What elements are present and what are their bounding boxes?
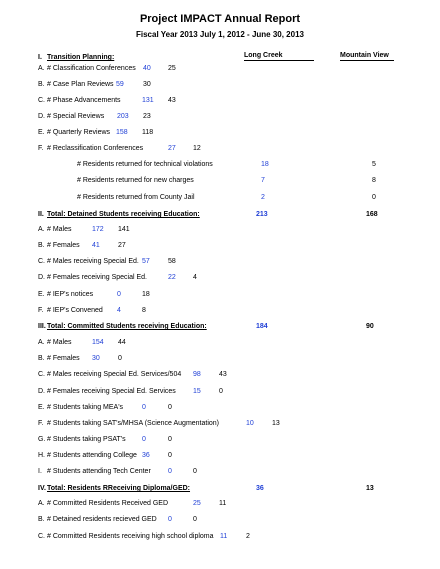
row-label: # Females receiving Special Ed. — [47, 274, 147, 281]
row-prefix: E. — [38, 291, 45, 298]
row-prefix: B. — [38, 516, 45, 523]
total-mountain-view: 8 — [372, 177, 376, 184]
row-label: # Males — [47, 339, 72, 346]
value-mountain-view: 2 — [246, 533, 250, 540]
value-mountain-view: 141 — [118, 226, 130, 233]
value-long-creek: 0 — [142, 436, 146, 443]
row-prefix: B. — [38, 242, 45, 249]
value-mountain-view: 0 — [193, 468, 197, 475]
value-mountain-view: 13 — [272, 420, 280, 427]
row-prefix: A. — [38, 65, 45, 72]
row-label: # IEP's Convened — [47, 307, 103, 314]
row-label: Total: Detained Students receiving Education: — [47, 211, 200, 218]
row-prefix: H. — [38, 452, 45, 459]
value-mountain-view: 30 — [143, 81, 151, 88]
row-label: # Committed Residents Received GED — [47, 500, 168, 507]
value-long-creek: 98 — [193, 371, 201, 378]
row-prefix: D. — [38, 274, 45, 281]
report-subtitle: Fiscal Year 2013 July 1, 2012 - June 30, 2013 — [136, 30, 304, 39]
row-prefix: F. — [38, 145, 44, 152]
value-long-creek: 131 — [142, 97, 154, 104]
value-mountain-view: 0 — [118, 355, 122, 362]
value-long-creek: 30 — [92, 355, 100, 362]
value-long-creek: 22 — [168, 274, 176, 281]
row-prefix: A. — [38, 226, 45, 233]
row-prefix: A. — [38, 500, 45, 507]
row-prefix: B. — [38, 355, 45, 362]
value-long-creek: 15 — [193, 388, 201, 395]
column-header-mountain-view: Mountain View — [340, 51, 394, 61]
value-mountain-view: 0 — [168, 404, 172, 411]
row-label: # Detained residents recieved GED — [47, 516, 157, 523]
value-mountain-view: 8 — [142, 307, 146, 314]
value-mountain-view: 0 — [219, 388, 223, 395]
column-header-long-creek: Long Creek — [244, 51, 314, 61]
row-label: # Residents returned for new charges — [77, 177, 194, 184]
value-long-creek: 0 — [117, 291, 121, 298]
row-label: # Students taking MEA's — [47, 404, 124, 411]
row-label: # Females — [47, 242, 80, 249]
row-label: # Males — [47, 226, 72, 233]
row-label: # Residents returned from County Jail — [77, 194, 195, 201]
row-label: # IEP's notices — [47, 291, 94, 298]
row-prefix: IV. — [38, 485, 46, 492]
row-prefix: III. — [38, 323, 46, 330]
value-mountain-view: 12 — [193, 145, 201, 152]
row-label: # Females — [47, 355, 80, 362]
value-mountain-view: 43 — [219, 371, 227, 378]
value-long-creek: 10 — [246, 420, 254, 427]
row-label: # Students attending Tech Center — [47, 468, 151, 475]
row-label: # Students taking PSAT's — [47, 436, 126, 443]
row-prefix: F. — [38, 420, 44, 427]
row-label: # Phase Advancements — [47, 97, 121, 104]
value-long-creek: 36 — [142, 452, 150, 459]
row-prefix: D. — [38, 388, 45, 395]
row-label: # Special Reviews — [47, 113, 105, 120]
total-long-creek: 213 — [256, 211, 268, 218]
value-long-creek: 41 — [92, 242, 100, 249]
row-prefix: I. — [38, 54, 42, 61]
value-long-creek: 0 — [142, 404, 146, 411]
value-long-creek: 203 — [117, 113, 129, 120]
row-label: # Committed Residents receiving high school diploma — [47, 533, 214, 540]
total-long-creek: 184 — [256, 323, 268, 330]
row-label: # Quarterly Reviews — [47, 129, 111, 136]
row-label: # Males receiving Special Ed. — [47, 258, 139, 265]
row-label: # Students taking SAT's/MHSA (Science Augmentation) — [47, 420, 220, 427]
row-label: # Case Plan Reviews — [47, 81, 114, 88]
row-prefix: F. — [38, 307, 44, 314]
row-label: # Males receiving Special Ed. Services/504 — [47, 371, 182, 378]
row-prefix: C. — [38, 533, 45, 540]
value-long-creek: 172 — [92, 226, 104, 233]
value-long-creek: 25 — [193, 500, 201, 507]
value-long-creek: 27 — [168, 145, 176, 152]
row-label: Transition Planning: — [47, 54, 115, 61]
value-mountain-view: 43 — [168, 97, 176, 104]
value-long-creek: 11 — [220, 533, 228, 540]
row-label: # Students attending College — [47, 452, 137, 459]
value-mountain-view: 4 — [193, 274, 197, 281]
total-long-creek: 36 — [256, 485, 264, 492]
total-long-creek: 7 — [261, 177, 265, 184]
total-mountain-view: 90 — [366, 323, 374, 330]
row-label: # Classification Conferences — [47, 65, 136, 72]
row-label: Total: Residents RReceiving Diploma/GED: — [47, 485, 191, 492]
value-mountain-view: 27 — [118, 242, 126, 249]
row-prefix: A. — [38, 339, 45, 346]
value-long-creek: 4 — [117, 307, 121, 314]
value-long-creek: 0 — [168, 468, 172, 475]
value-mountain-view: 25 — [168, 65, 176, 72]
report-title: Project IMPACT Annual Report — [139, 13, 301, 25]
value-mountain-view: 0 — [168, 436, 172, 443]
row-prefix: C. — [38, 97, 45, 104]
row-label: Total: Committed Students receiving Education: — [47, 323, 207, 330]
value-mountain-view: 58 — [168, 258, 176, 265]
row-prefix: D. — [38, 113, 45, 120]
value-mountain-view: 23 — [143, 113, 151, 120]
row-label: # Females receiving Special Ed. Services — [47, 388, 176, 395]
row-prefix: E. — [38, 129, 45, 136]
row-prefix: C. — [38, 371, 45, 378]
row-prefix: C. — [38, 258, 45, 265]
total-mountain-view: 0 — [372, 194, 376, 201]
total-mountain-view: 5 — [372, 161, 376, 168]
row-prefix: II. — [38, 211, 44, 218]
row-label: # Residents returned for technical violations — [77, 161, 213, 168]
row-prefix: E. — [38, 404, 45, 411]
total-mountain-view: 13 — [366, 485, 374, 492]
value-long-creek: 57 — [142, 258, 150, 265]
row-prefix: B. — [38, 81, 45, 88]
total-long-creek: 2 — [261, 194, 265, 201]
value-mountain-view: 118 — [142, 129, 154, 136]
value-mountain-view: 0 — [168, 452, 172, 459]
value-mountain-view: 18 — [142, 291, 150, 298]
value-long-creek: 154 — [92, 339, 104, 346]
value-long-creek: 40 — [143, 65, 151, 72]
total-mountain-view: 168 — [366, 211, 378, 218]
value-long-creek: 0 — [168, 516, 172, 523]
row-prefix: G. — [38, 436, 46, 443]
row-prefix: I. — [38, 468, 42, 475]
value-mountain-view: 0 — [193, 516, 197, 523]
value-mountain-view: 44 — [118, 339, 126, 346]
value-long-creek: 59 — [116, 81, 124, 88]
value-long-creek: 158 — [116, 129, 128, 136]
total-long-creek: 18 — [261, 161, 269, 168]
row-label: # Reclassification Conferences — [47, 145, 144, 152]
value-mountain-view: 11 — [219, 500, 227, 507]
